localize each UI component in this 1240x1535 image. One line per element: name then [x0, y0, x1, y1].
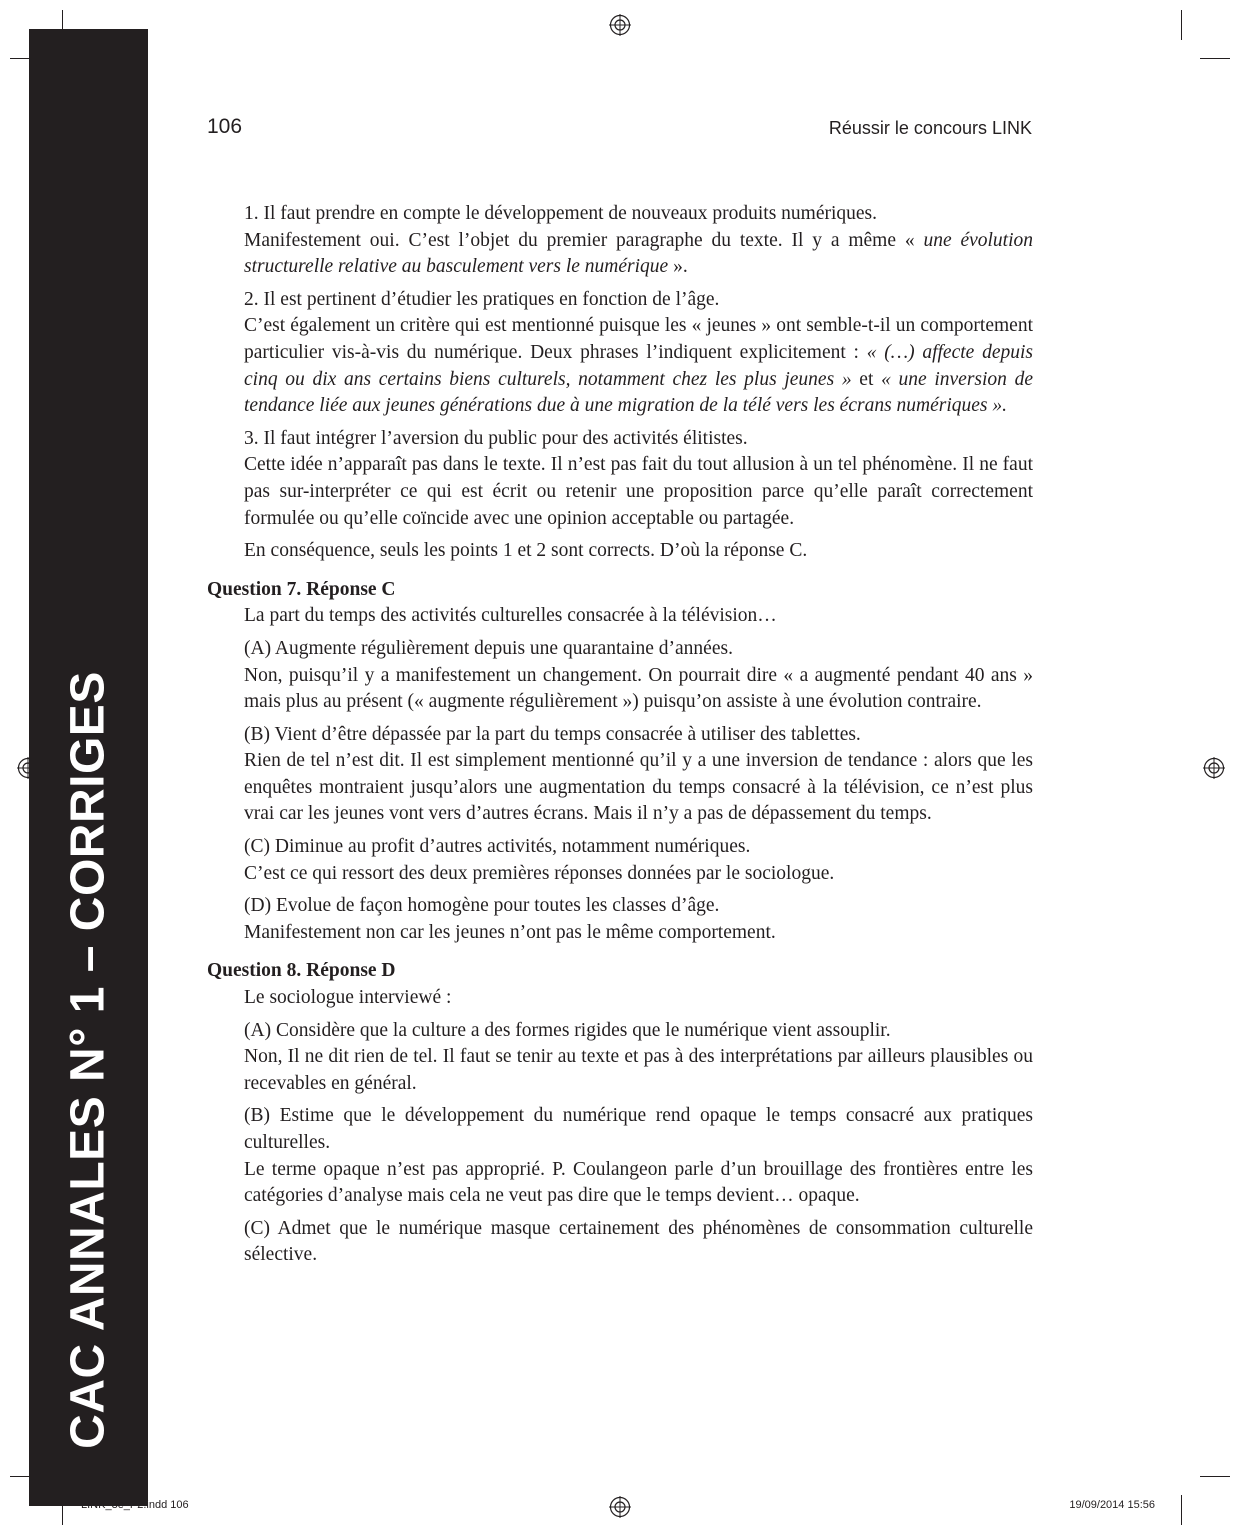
point-explanation	[244, 228, 1033, 281]
crop-mark	[1181, 10, 1182, 40]
question-8-intro: Le sociologue interviewé :	[244, 987, 452, 1009]
text-run: ».	[668, 256, 688, 278]
running-title: Réussir le concours LINK	[828, 118, 1032, 138]
answer-point-2	[207, 287, 1033, 420]
option-explanation: Non, Il ne dit rien de tel. Il faut se tenir au texte et pas à des interprétations par ailleurs plausibles ou recevables en général.	[244, 1046, 1033, 1094]
conclusion-text: En conséquence, seuls les points 1 et 2 sont corrects. D’où la réponse C.	[244, 540, 808, 562]
q7-option-c	[207, 834, 1033, 887]
point-explanation	[244, 313, 1033, 419]
point-statement: 1. Il faut prendre en compte le développement de nouveaux produits numériques.	[244, 203, 878, 224]
option-statement: (B) Estime que le développement du numérique rend opaque le temps consacré aux pratiques culturelles.	[244, 1105, 1033, 1153]
point-statement: 3. Il faut intégrer l’aversion du public pour des activités élitistes.	[244, 427, 748, 449]
chapter-sidebar-label: CAC ANNALES N° 1 – CORRIGES	[61, 671, 115, 1449]
conclusion	[207, 538, 1033, 565]
point-explanation: Cette idée n’apparaît pas dans le texte. Il n’est pas fait du tout allusion à un tel phénomène. Il ne faut pas sur-interpréter ce qui est écrit ou retenir une proposition parce qu’elle paraît correctement formulée ou qu’elle coïncide avec une opinion acceptable ou partagée.	[244, 454, 1033, 529]
q8-option-c	[207, 1216, 1033, 1269]
text-run: Manifestement oui. C’est l’objet du premier paragraphe du texte. Il y a même «	[244, 229, 924, 251]
registration-mark-icon	[609, 14, 631, 36]
option-explanation: C’est ce qui ressort des deux premières réponses données par le sociologue.	[244, 862, 835, 884]
question-7-intro: La part du temps des activités culturelles consacrée à la télévision…	[244, 605, 777, 627]
option-statement: (D) Evolue de façon homogène pour toutes les classes d’âge.	[244, 895, 720, 917]
answer-point-3	[207, 426, 1033, 532]
q7-option-a	[207, 636, 1033, 716]
registration-mark-icon	[609, 1496, 631, 1518]
crop-mark	[1200, 1476, 1230, 1477]
quote-italic: une évolution structurelle relative au basculement vers le numérique	[244, 229, 1034, 278]
slug-file: LINK_3e_P2.indd 106	[81, 1499, 189, 1511]
q8-option-a	[207, 1018, 1033, 1098]
crop-mark	[1181, 1495, 1182, 1525]
option-explanation: Manifestement non car les jeunes n’ont pas le même comportement.	[244, 921, 776, 943]
page-number: 106	[207, 115, 243, 138]
question-7-heading: Question 7. Réponse C	[207, 578, 396, 600]
page-body	[207, 201, 1033, 1275]
option-statement: (A) Augmente régulièrement depuis une quarantaine d’années.	[244, 637, 733, 659]
option-statement: (C) Admet que le numérique masque certainement des phénomènes de consommation culturelle sélective.	[244, 1217, 1033, 1266]
option-explanation: Rien de tel n’est dit. Il est simplement mentionné qu’il y a une inversion de tendance : alors que les enquêtes montraient jusqu’alors une augmentation du temps consacré à la télévision, ce n’est plus vrai car les jeunes vont vers d’autres écrans. Mais il n’y a pas de dépassement du temps.	[244, 750, 1033, 825]
q7-option-d	[207, 893, 1033, 946]
option-statement: (C) Diminue au profit d’autres activités, notamment numériques.	[244, 836, 751, 858]
point-statement: 2. Il est pertinent d’étudier les pratiques en fonction de l’âge.	[244, 288, 720, 310]
question-8-heading: Question 8. Réponse D	[207, 960, 396, 982]
crop-mark	[1200, 58, 1230, 59]
option-explanation: Non, puisqu’il y a manifestement un changement. On pourrait dire « a augmenté pendant 40 ans » mais plus au présent (« augmente régulièrement ») puisqu’on assiste à une évolution contraire.	[244, 664, 1033, 713]
q8-option-b	[207, 1103, 1033, 1209]
slug-date: 19/09/2014 15:56	[1069, 1499, 1155, 1511]
q7-option-b	[207, 722, 1033, 828]
quote-italic: « une inversion de tendance liée aux jeunes générations due à une migration de la télé vers les écrans numériques ».	[244, 368, 1033, 417]
text-run: et	[851, 368, 882, 390]
answer-point-1	[207, 201, 1033, 281]
text-run: C’est également un critère qui est mentionné puisque les « jeunes » ont semble-t-il un comportement particulier vis-à-vis du numérique. Deux phrases l’indiquent explicitement :	[244, 315, 1033, 363]
quote-italic: « (…) affecte depuis cinq ou dix ans certains biens culturels, notamment chez les plus jeunes »	[244, 341, 1033, 390]
option-explanation: Le terme opaque n’est pas approprié. P. Coulangeon parle d’un brouillage des frontières entre les catégories d’analyse mais cela ne veut pas dire que le temps devient… opaque.	[244, 1158, 1033, 1207]
option-statement: (B) Vient d’être dépassée par la part du temps consacrée à utiliser des tablettes.	[244, 723, 861, 745]
registration-mark-icon	[1203, 757, 1225, 779]
option-statement: (A) Considère que la culture a des formes rigides que le numérique vient assouplir.	[244, 1019, 891, 1041]
